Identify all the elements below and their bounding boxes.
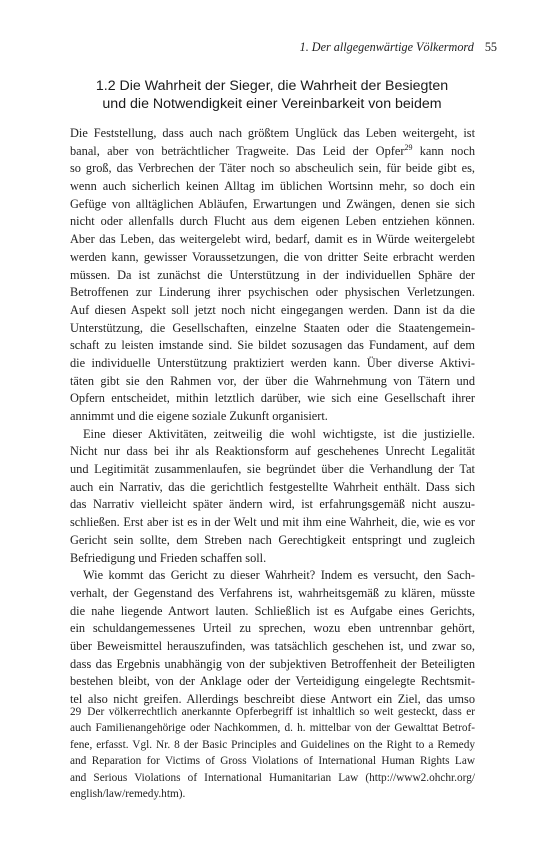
text-segment: kann noch <box>419 143 475 158</box>
text-line: Unterstützung, die Gesellschaften, einzelne Staaten oder die Staatengemein- <box>70 320 475 335</box>
text-segment: banal, aber von beträchtlicher Tragweite. Das Leid der Opfer <box>70 143 405 158</box>
text-line: die nahe liegende Antwort lauten. Schließlich ist es Aufgabe eines Gerichts, <box>70 603 475 618</box>
text-line: schaft zu leisten imstande sind. Sie bildet sozusagen das Fundament, auf dem <box>70 338 475 353</box>
section-heading-line: und die Notwendigkeit einer Vereinbarkeit von beidem <box>102 96 442 112</box>
text-line: verhalt, der Gegenstand des Verfahrens ist, wahrheitsgemäß zu klären, müsste <box>70 585 475 600</box>
footnote-line[interactable]: english/law/remedy.htm). <box>70 787 186 800</box>
text-line: nicht oder allenfalls durch Flucht aus dem eigenen Leben entziehen können. <box>70 214 475 229</box>
footnote-text: Der völkerrechtlich anerkannte Opferbegriff ist inhaltlich so weit gesteckt, dass er <box>87 706 475 718</box>
text-line: Eine dieser Aktivitäten, zeitweilig die wohl wichtigste, ist die justizielle. <box>83 426 475 441</box>
footnote-line: and Reparation for Victims of Gross Violations of International Human Rights Law <box>70 755 475 768</box>
text-line: Opfern entscheidet, mithin letztlich darüber, wie sich eine Gesellschaft ihrer <box>70 391 475 406</box>
footnote-line <box>70 704 475 720</box>
text-line: Nicht nur dass bei ihr als Reaktionsform auf geschehenes Unrecht Legalität <box>70 444 475 459</box>
text-line: bestehen bleibt, von der Anklage oder der Verteidigung eingelegte Rechtsmit- <box>70 674 475 689</box>
text-line: Betroffenen zur Linderung ihrer psychischen oder physischen Verletzungen. <box>70 285 475 300</box>
text-line: ein schuldangemessenes Urteil zu sprechen, wozu eben untrennbar gehört, <box>70 621 475 636</box>
footnote-line: auch Familienangehörige oder Nachkommen, d. h. mittelbar von der Gewalttat Betrof- <box>70 722 475 735</box>
text-line: wenn auch sicherlich keinen Alltag im üblichen Wortsinn mehr, so doch ein <box>70 179 475 194</box>
text-line: annimmt und die eigene soziale Zukunft organisiert. <box>70 409 328 423</box>
footnote-reference[interactable]: 29 <box>404 142 413 152</box>
footnote-line[interactable]: and Serious Violations of International Humanitarian Law (http://www2.ohchr.org/ <box>70 771 475 784</box>
footnote-line: fene, erfasst. Vgl. Nr. 8 der Basic Principles and Guidelines on the Right to a Remedy <box>70 738 475 751</box>
text-line <box>70 143 475 161</box>
text-line: Aber das Leben, das weitergelebt wird, bedarf, damit es in Würde weitergelebt <box>70 232 475 247</box>
text-line: täten gibt sie den Rahmen vor, der über die Wahrnehmung von Tätern und <box>70 373 475 388</box>
running-head-title: 1. Der allgegenwärtige Völkermord <box>299 40 474 54</box>
section-heading-line: 1.2 Die Wahrheit der Sieger, die Wahrheit der Besiegten <box>95 78 449 94</box>
text-line: Gericht sein sollte, dem Streben nach Gerechtigkeit entspringt und zugleich <box>70 532 475 547</box>
section-heading <box>70 77 474 113</box>
text-line: Auf diesen Aspekt soll jetzt noch nicht eingegangen werden. Dann ist da die <box>70 302 475 317</box>
text-line: über Beweismittel herauszufinden, was tatsächlich geschehen ist, und zwar so, <box>70 638 475 653</box>
text-line: auch ein Narrativ, das die gerichtlich festgestellte Wahrheit enthält. Dass sich <box>70 479 475 494</box>
footnote <box>70 704 475 802</box>
text-line: Wie kommt das Gericht zu dieser Wahrheit? Indem es versucht, den Sach- <box>83 568 475 583</box>
text-line: und Legitimität zusammenlaufen, sie begründet über die Verhandlung der Tat <box>70 462 475 477</box>
text-line: tel also nicht greifen. Allerdings beschreibt diese Antwort ein Ziel, das umso <box>70 692 475 706</box>
text-line: müssen. Da ist zunächst die Unterstützung in der individuellen Sphäre der <box>70 267 475 282</box>
text-line: das Narrativ vielleicht später ändern wird, ist erfahrungsgemäß nicht auszu- <box>70 497 475 512</box>
page-number: 55 <box>484 40 497 54</box>
text-line: schließen. Erst aber ist es in der Welt und mit ihm eine Wahrheit, die, wie es vor <box>70 515 475 530</box>
text-line: so groß, das Verbrechen der Täter noch so abscheulich sein, für beide gibt es, <box>70 161 475 176</box>
running-head <box>0 38 497 56</box>
text-line: Die Feststellung, dass auch nach größtem Unglück das Leben weitergeht, ist <box>70 126 475 140</box>
text-line: Gefüge von alltäglichen Abläufen, Erwartungen und Zwängen, denen sie sich <box>70 196 475 211</box>
footnote-number: 29 <box>70 706 82 718</box>
text-line: die individuelle Unterstützung praktiziert werden kann. Über diverse Aktivi- <box>70 355 475 370</box>
text-line: werden kann, gewisser Voraussetzungen, die von dritter Seite erbracht werden <box>70 249 475 264</box>
body-text <box>70 125 475 709</box>
text-line: dass das Ergebnis unabhängig von der subjektiven Betroffenheit der Beteiligten <box>70 656 475 671</box>
text-line: Befriedigung und Frieden schaffen soll. <box>70 550 267 565</box>
